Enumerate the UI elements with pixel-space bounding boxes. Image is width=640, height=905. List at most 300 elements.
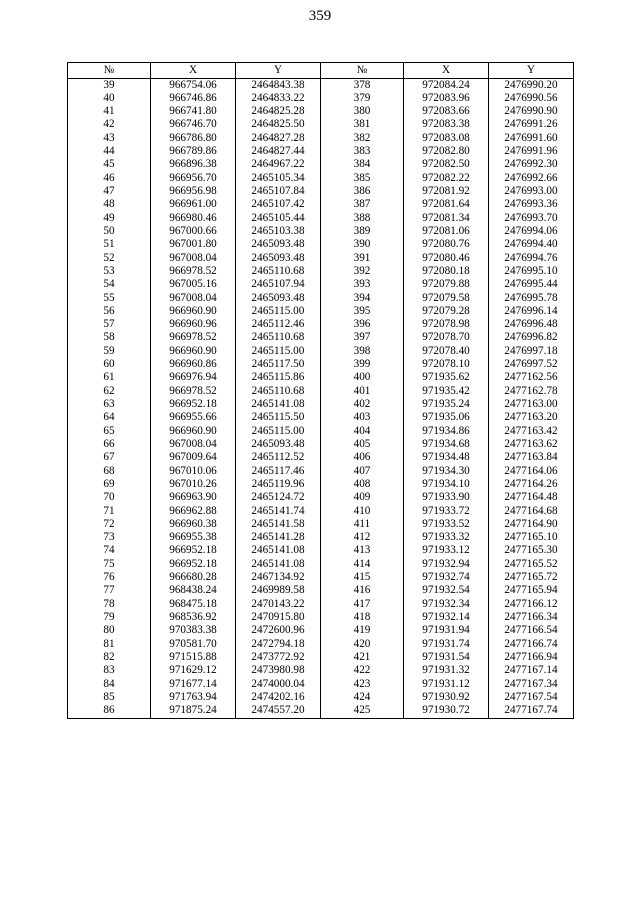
table-row bbox=[68, 92, 574, 105]
x-coordinate-right-cell: 972078.98 bbox=[404, 318, 489, 331]
y-coordinate-left-cell: 2464833.22 bbox=[236, 92, 321, 105]
x-coordinate-left-cell: 971515.88 bbox=[151, 651, 236, 664]
table-row bbox=[68, 678, 574, 691]
point-number-right-cell: 415 bbox=[321, 571, 404, 584]
x-coordinate-left-cell: 967008.04 bbox=[151, 438, 236, 451]
x-coordinate-left-cell: 968475.18 bbox=[151, 598, 236, 611]
table-row bbox=[68, 638, 574, 651]
y-coordinate-left-cell: 2473980.98 bbox=[236, 664, 321, 677]
point-number-right-cell: 419 bbox=[321, 624, 404, 637]
y-coordinate-right-cell: 2477164.06 bbox=[489, 465, 574, 478]
point-number-left-cell: 85 bbox=[68, 691, 151, 704]
x-coordinate-left-cell: 966956.70 bbox=[151, 172, 236, 185]
table-row bbox=[68, 145, 574, 158]
x-coordinate-right-cell: 972083.66 bbox=[404, 105, 489, 118]
x-coordinate-right-cell: 971935.62 bbox=[404, 371, 489, 384]
point-number-left-cell: 57 bbox=[68, 318, 151, 331]
point-number-right-cell: 392 bbox=[321, 265, 404, 278]
table-row bbox=[68, 398, 574, 411]
point-number-right-cell: 390 bbox=[321, 238, 404, 251]
point-number-left-cell: 58 bbox=[68, 331, 151, 344]
x-coordinate-left-cell: 966786.80 bbox=[151, 132, 236, 145]
point-number-left-cell: 60 bbox=[68, 358, 151, 371]
point-number-right-cell: 380 bbox=[321, 105, 404, 118]
x-coordinate-right-cell: 972082.22 bbox=[404, 172, 489, 185]
coordinates-table bbox=[67, 62, 574, 719]
y-coordinate-right-cell: 2477163.00 bbox=[489, 398, 574, 411]
point-number-left-cell: 63 bbox=[68, 398, 151, 411]
x-coordinate-right-cell: 971934.48 bbox=[404, 451, 489, 464]
y-coordinate-right-cell: 2476991.96 bbox=[489, 145, 574, 158]
table-row bbox=[68, 438, 574, 451]
point-number-right-cell: 385 bbox=[321, 172, 404, 185]
y-coordinate-right-cell: 2476994.76 bbox=[489, 252, 574, 265]
table-row bbox=[68, 491, 574, 504]
x-coordinate-right-cell: 972081.64 bbox=[404, 198, 489, 211]
x-coordinate-right-cell: 971930.72 bbox=[404, 704, 489, 718]
y-coordinate-right-cell: 2477164.48 bbox=[489, 491, 574, 504]
y-coordinate-right-cell: 2477164.68 bbox=[489, 505, 574, 518]
point-number-right-cell: 405 bbox=[321, 438, 404, 451]
y-coordinate-right-cell: 2477167.54 bbox=[489, 691, 574, 704]
x-coordinate-right-cell: 972083.96 bbox=[404, 92, 489, 105]
y-coordinate-left-cell: 2465107.84 bbox=[236, 185, 321, 198]
point-number-right-cell: 421 bbox=[321, 651, 404, 664]
point-number-right-cell: 378 bbox=[321, 78, 404, 92]
x-coordinate-left-cell: 971629.12 bbox=[151, 664, 236, 677]
x-coordinate-right-cell: 972079.58 bbox=[404, 292, 489, 305]
point-number-left-cell: 83 bbox=[68, 664, 151, 677]
table-row bbox=[68, 425, 574, 438]
y-coordinate-right-cell: 2476997.52 bbox=[489, 358, 574, 371]
y-coordinate-right-cell: 2477164.26 bbox=[489, 478, 574, 491]
point-number-right-cell: 407 bbox=[321, 465, 404, 478]
point-number-left-cell: 72 bbox=[68, 518, 151, 531]
x-coordinate-right-cell: 971933.12 bbox=[404, 544, 489, 557]
point-number-left-cell: 48 bbox=[68, 198, 151, 211]
x-coordinate-right-cell: 972080.46 bbox=[404, 252, 489, 265]
table-row bbox=[68, 371, 574, 384]
point-number-left-cell: 82 bbox=[68, 651, 151, 664]
header-x-right: X bbox=[404, 63, 489, 79]
point-number-left-cell: 61 bbox=[68, 371, 151, 384]
y-coordinate-right-cell: 2477165.52 bbox=[489, 558, 574, 571]
point-number-right-cell: 391 bbox=[321, 252, 404, 265]
table-row bbox=[68, 598, 574, 611]
point-number-left-cell: 65 bbox=[68, 425, 151, 438]
x-coordinate-left-cell: 966978.52 bbox=[151, 331, 236, 344]
point-number-right-cell: 398 bbox=[321, 345, 404, 358]
x-coordinate-left-cell: 966754.06 bbox=[151, 78, 236, 92]
y-coordinate-left-cell: 2465119.96 bbox=[236, 478, 321, 491]
y-coordinate-left-cell: 2470143.22 bbox=[236, 598, 321, 611]
table-row bbox=[68, 198, 574, 211]
y-coordinate-right-cell: 2476990.90 bbox=[489, 105, 574, 118]
x-coordinate-left-cell: 966976.94 bbox=[151, 371, 236, 384]
x-coordinate-left-cell: 966978.52 bbox=[151, 385, 236, 398]
table-row bbox=[68, 451, 574, 464]
y-coordinate-left-cell: 2474202.16 bbox=[236, 691, 321, 704]
y-coordinate-left-cell: 2464967.22 bbox=[236, 158, 321, 171]
point-number-left-cell: 70 bbox=[68, 491, 151, 504]
y-coordinate-left-cell: 2467134.92 bbox=[236, 571, 321, 584]
table-body bbox=[68, 78, 574, 718]
table-row bbox=[68, 558, 574, 571]
point-number-right-cell: 379 bbox=[321, 92, 404, 105]
point-number-left-cell: 77 bbox=[68, 584, 151, 597]
x-coordinate-right-cell: 971931.32 bbox=[404, 664, 489, 677]
point-number-left-cell: 80 bbox=[68, 624, 151, 637]
point-number-left-cell: 86 bbox=[68, 704, 151, 718]
y-coordinate-left-cell: 2464825.28 bbox=[236, 105, 321, 118]
point-number-left-cell: 84 bbox=[68, 678, 151, 691]
y-coordinate-right-cell: 2477166.94 bbox=[489, 651, 574, 664]
point-number-left-cell: 50 bbox=[68, 225, 151, 238]
y-coordinate-left-cell: 2474000.04 bbox=[236, 678, 321, 691]
point-number-left-cell: 41 bbox=[68, 105, 151, 118]
y-coordinate-left-cell: 2464827.28 bbox=[236, 132, 321, 145]
x-coordinate-right-cell: 971935.06 bbox=[404, 411, 489, 424]
point-number-right-cell: 423 bbox=[321, 678, 404, 691]
y-coordinate-right-cell: 2477164.90 bbox=[489, 518, 574, 531]
point-number-right-cell: 420 bbox=[321, 638, 404, 651]
point-number-left-cell: 75 bbox=[68, 558, 151, 571]
point-number-right-cell: 388 bbox=[321, 212, 404, 225]
point-number-left-cell: 74 bbox=[68, 544, 151, 557]
point-number-right-cell: 412 bbox=[321, 531, 404, 544]
point-number-right-cell: 397 bbox=[321, 331, 404, 344]
header-x-left: X bbox=[151, 63, 236, 79]
point-number-right-cell: 418 bbox=[321, 611, 404, 624]
y-coordinate-right-cell: 2476993.70 bbox=[489, 212, 574, 225]
point-number-left-cell: 66 bbox=[68, 438, 151, 451]
x-coordinate-left-cell: 967009.64 bbox=[151, 451, 236, 464]
x-coordinate-left-cell: 966789.86 bbox=[151, 145, 236, 158]
y-coordinate-left-cell: 2465093.48 bbox=[236, 292, 321, 305]
point-number-left-cell: 44 bbox=[68, 145, 151, 158]
table-row bbox=[68, 531, 574, 544]
table-row bbox=[68, 505, 574, 518]
y-coordinate-left-cell: 2465112.52 bbox=[236, 451, 321, 464]
point-number-right-cell: 417 bbox=[321, 598, 404, 611]
point-number-left-cell: 73 bbox=[68, 531, 151, 544]
y-coordinate-right-cell: 2477165.30 bbox=[489, 544, 574, 557]
table-row bbox=[68, 345, 574, 358]
point-number-left-cell: 52 bbox=[68, 252, 151, 265]
y-coordinate-left-cell: 2465141.08 bbox=[236, 398, 321, 411]
y-coordinate-right-cell: 2476996.48 bbox=[489, 318, 574, 331]
y-coordinate-right-cell: 2476995.78 bbox=[489, 292, 574, 305]
y-coordinate-left-cell: 2465115.00 bbox=[236, 345, 321, 358]
x-coordinate-left-cell: 966741.80 bbox=[151, 105, 236, 118]
table-row bbox=[68, 411, 574, 424]
x-coordinate-right-cell: 971934.86 bbox=[404, 425, 489, 438]
x-coordinate-right-cell: 971931.54 bbox=[404, 651, 489, 664]
x-coordinate-left-cell: 967008.04 bbox=[151, 292, 236, 305]
y-coordinate-right-cell: 2476996.82 bbox=[489, 331, 574, 344]
table-header-row bbox=[68, 63, 574, 79]
y-coordinate-right-cell: 2477163.84 bbox=[489, 451, 574, 464]
x-coordinate-left-cell: 966960.96 bbox=[151, 318, 236, 331]
point-number-right-cell: 402 bbox=[321, 398, 404, 411]
table-row bbox=[68, 225, 574, 238]
y-coordinate-right-cell: 2477165.94 bbox=[489, 584, 574, 597]
point-number-right-cell: 396 bbox=[321, 318, 404, 331]
y-coordinate-left-cell: 2465117.46 bbox=[236, 465, 321, 478]
y-coordinate-right-cell: 2476992.30 bbox=[489, 158, 574, 171]
x-coordinate-right-cell: 971932.94 bbox=[404, 558, 489, 571]
y-coordinate-right-cell: 2476990.20 bbox=[489, 78, 574, 92]
point-number-left-cell: 67 bbox=[68, 451, 151, 464]
page-number: 359 bbox=[308, 8, 332, 24]
table-row bbox=[68, 611, 574, 624]
point-number-left-cell: 81 bbox=[68, 638, 151, 651]
y-coordinate-right-cell: 2477166.34 bbox=[489, 611, 574, 624]
x-coordinate-right-cell: 971934.30 bbox=[404, 465, 489, 478]
y-coordinate-right-cell: 2476993.00 bbox=[489, 185, 574, 198]
x-coordinate-left-cell: 966960.38 bbox=[151, 518, 236, 531]
y-coordinate-left-cell: 2465115.00 bbox=[236, 425, 321, 438]
y-coordinate-left-cell: 2470915.80 bbox=[236, 611, 321, 624]
x-coordinate-left-cell: 966955.38 bbox=[151, 531, 236, 544]
point-number-right-cell: 393 bbox=[321, 278, 404, 291]
table-row bbox=[68, 118, 574, 131]
point-number-right-cell: 387 bbox=[321, 198, 404, 211]
x-coordinate-right-cell: 972078.10 bbox=[404, 358, 489, 371]
x-coordinate-left-cell: 966680.28 bbox=[151, 571, 236, 584]
table-row bbox=[68, 265, 574, 278]
point-number-right-cell: 411 bbox=[321, 518, 404, 531]
point-number-left-cell: 46 bbox=[68, 172, 151, 185]
header-y-left: Y bbox=[236, 63, 321, 79]
point-number-right-cell: 408 bbox=[321, 478, 404, 491]
y-coordinate-right-cell: 2477167.34 bbox=[489, 678, 574, 691]
point-number-left-cell: 39 bbox=[68, 78, 151, 92]
y-coordinate-left-cell: 2465115.00 bbox=[236, 305, 321, 318]
y-coordinate-left-cell: 2465141.28 bbox=[236, 531, 321, 544]
x-coordinate-left-cell: 966955.66 bbox=[151, 411, 236, 424]
table-row bbox=[68, 571, 574, 584]
table-row bbox=[68, 358, 574, 371]
x-coordinate-right-cell: 971932.54 bbox=[404, 584, 489, 597]
x-coordinate-right-cell: 971932.74 bbox=[404, 571, 489, 584]
table-row bbox=[68, 305, 574, 318]
y-coordinate-left-cell: 2472600.96 bbox=[236, 624, 321, 637]
point-number-left-cell: 69 bbox=[68, 478, 151, 491]
y-coordinate-right-cell: 2477163.20 bbox=[489, 411, 574, 424]
point-number-left-cell: 55 bbox=[68, 292, 151, 305]
x-coordinate-right-cell: 972082.80 bbox=[404, 145, 489, 158]
y-coordinate-left-cell: 2465115.86 bbox=[236, 371, 321, 384]
y-coordinate-left-cell: 2465141.08 bbox=[236, 558, 321, 571]
y-coordinate-left-cell: 2465093.48 bbox=[236, 252, 321, 265]
x-coordinate-left-cell: 970581.70 bbox=[151, 638, 236, 651]
x-coordinate-left-cell: 966960.90 bbox=[151, 345, 236, 358]
point-number-left-cell: 62 bbox=[68, 385, 151, 398]
x-coordinate-left-cell: 966960.90 bbox=[151, 305, 236, 318]
point-number-left-cell: 56 bbox=[68, 305, 151, 318]
table-row bbox=[68, 78, 574, 92]
y-coordinate-right-cell: 2476990.56 bbox=[489, 92, 574, 105]
y-coordinate-right-cell: 2476993.36 bbox=[489, 198, 574, 211]
x-coordinate-right-cell: 971931.74 bbox=[404, 638, 489, 651]
y-coordinate-left-cell: 2465141.74 bbox=[236, 505, 321, 518]
point-number-right-cell: 416 bbox=[321, 584, 404, 597]
y-coordinate-left-cell: 2465110.68 bbox=[236, 385, 321, 398]
x-coordinate-left-cell: 966956.98 bbox=[151, 185, 236, 198]
header-y-right: Y bbox=[489, 63, 574, 79]
table-row bbox=[68, 292, 574, 305]
point-number-left-cell: 45 bbox=[68, 158, 151, 171]
x-coordinate-right-cell: 971932.14 bbox=[404, 611, 489, 624]
x-coordinate-right-cell: 971933.52 bbox=[404, 518, 489, 531]
y-coordinate-right-cell: 2477165.72 bbox=[489, 571, 574, 584]
table-row bbox=[68, 318, 574, 331]
table-row bbox=[68, 651, 574, 664]
point-number-right-cell: 395 bbox=[321, 305, 404, 318]
x-coordinate-left-cell: 966746.86 bbox=[151, 92, 236, 105]
x-coordinate-right-cell: 971933.32 bbox=[404, 531, 489, 544]
y-coordinate-left-cell: 2465110.68 bbox=[236, 265, 321, 278]
y-coordinate-left-cell: 2464825.50 bbox=[236, 118, 321, 131]
point-number-right-cell: 425 bbox=[321, 704, 404, 718]
y-coordinate-right-cell: 2477165.10 bbox=[489, 531, 574, 544]
table-row bbox=[68, 624, 574, 637]
x-coordinate-right-cell: 972083.08 bbox=[404, 132, 489, 145]
x-coordinate-right-cell: 972082.50 bbox=[404, 158, 489, 171]
y-coordinate-left-cell: 2464843.38 bbox=[236, 78, 321, 92]
point-number-left-cell: 78 bbox=[68, 598, 151, 611]
table-row bbox=[68, 132, 574, 145]
table-row bbox=[68, 385, 574, 398]
x-coordinate-left-cell: 966960.86 bbox=[151, 358, 236, 371]
y-coordinate-right-cell: 2476995.44 bbox=[489, 278, 574, 291]
y-coordinate-left-cell: 2465110.68 bbox=[236, 331, 321, 344]
y-coordinate-right-cell: 2476991.60 bbox=[489, 132, 574, 145]
table-row bbox=[68, 544, 574, 557]
y-coordinate-right-cell: 2477167.74 bbox=[489, 704, 574, 718]
y-coordinate-right-cell: 2476994.06 bbox=[489, 225, 574, 238]
x-coordinate-left-cell: 968438.24 bbox=[151, 584, 236, 597]
header-number-right: № bbox=[321, 63, 404, 79]
y-coordinate-right-cell: 2476991.26 bbox=[489, 118, 574, 131]
x-coordinate-left-cell: 967001.80 bbox=[151, 238, 236, 251]
x-coordinate-right-cell: 972078.70 bbox=[404, 331, 489, 344]
header-number-left: № bbox=[68, 63, 151, 79]
x-coordinate-left-cell: 970383.38 bbox=[151, 624, 236, 637]
x-coordinate-right-cell: 971931.12 bbox=[404, 678, 489, 691]
point-number-left-cell: 71 bbox=[68, 505, 151, 518]
x-coordinate-right-cell: 971934.10 bbox=[404, 478, 489, 491]
point-number-left-cell: 68 bbox=[68, 465, 151, 478]
table-row bbox=[68, 518, 574, 531]
table-row bbox=[68, 238, 574, 251]
table-row bbox=[68, 278, 574, 291]
x-coordinate-right-cell: 971930.92 bbox=[404, 691, 489, 704]
x-coordinate-right-cell: 972081.06 bbox=[404, 225, 489, 238]
point-number-right-cell: 403 bbox=[321, 411, 404, 424]
point-number-right-cell: 389 bbox=[321, 225, 404, 238]
x-coordinate-right-cell: 971932.34 bbox=[404, 598, 489, 611]
y-coordinate-right-cell: 2477166.12 bbox=[489, 598, 574, 611]
table-row bbox=[68, 704, 574, 718]
table-row bbox=[68, 172, 574, 185]
x-coordinate-right-cell: 971934.68 bbox=[404, 438, 489, 451]
point-number-right-cell: 382 bbox=[321, 132, 404, 145]
point-number-right-cell: 401 bbox=[321, 385, 404, 398]
y-coordinate-right-cell: 2476992.66 bbox=[489, 172, 574, 185]
x-coordinate-left-cell: 966952.18 bbox=[151, 398, 236, 411]
x-coordinate-left-cell: 968536.92 bbox=[151, 611, 236, 624]
point-number-right-cell: 424 bbox=[321, 691, 404, 704]
y-coordinate-left-cell: 2474557.20 bbox=[236, 704, 321, 718]
point-number-right-cell: 413 bbox=[321, 544, 404, 557]
x-coordinate-right-cell: 971933.72 bbox=[404, 505, 489, 518]
point-number-left-cell: 53 bbox=[68, 265, 151, 278]
point-number-left-cell: 47 bbox=[68, 185, 151, 198]
y-coordinate-right-cell: 2477163.62 bbox=[489, 438, 574, 451]
x-coordinate-left-cell: 967010.06 bbox=[151, 465, 236, 478]
y-coordinate-left-cell: 2465103.38 bbox=[236, 225, 321, 238]
x-coordinate-left-cell: 966952.18 bbox=[151, 558, 236, 571]
x-coordinate-left-cell: 967005.16 bbox=[151, 278, 236, 291]
y-coordinate-left-cell: 2465105.34 bbox=[236, 172, 321, 185]
point-number-left-cell: 59 bbox=[68, 345, 151, 358]
point-number-right-cell: 383 bbox=[321, 145, 404, 158]
x-coordinate-right-cell: 972079.28 bbox=[404, 305, 489, 318]
table-row bbox=[68, 185, 574, 198]
y-coordinate-left-cell: 2465105.44 bbox=[236, 212, 321, 225]
table-row bbox=[68, 158, 574, 171]
table-row bbox=[68, 584, 574, 597]
x-coordinate-left-cell: 966963.90 bbox=[151, 491, 236, 504]
point-number-right-cell: 422 bbox=[321, 664, 404, 677]
x-coordinate-right-cell: 972080.18 bbox=[404, 265, 489, 278]
x-coordinate-left-cell: 971677.14 bbox=[151, 678, 236, 691]
y-coordinate-left-cell: 2473772.92 bbox=[236, 651, 321, 664]
point-number-right-cell: 409 bbox=[321, 491, 404, 504]
y-coordinate-right-cell: 2476997.18 bbox=[489, 345, 574, 358]
x-coordinate-left-cell: 967000.66 bbox=[151, 225, 236, 238]
table-row bbox=[68, 105, 574, 118]
point-number-right-cell: 384 bbox=[321, 158, 404, 171]
table-row bbox=[68, 478, 574, 491]
x-coordinate-left-cell: 971763.94 bbox=[151, 691, 236, 704]
x-coordinate-left-cell: 966746.70 bbox=[151, 118, 236, 131]
y-coordinate-left-cell: 2465112.46 bbox=[236, 318, 321, 331]
y-coordinate-left-cell: 2465117.50 bbox=[236, 358, 321, 371]
x-coordinate-right-cell: 971933.90 bbox=[404, 491, 489, 504]
x-coordinate-left-cell: 967010.26 bbox=[151, 478, 236, 491]
point-number-right-cell: 414 bbox=[321, 558, 404, 571]
point-number-left-cell: 43 bbox=[68, 132, 151, 145]
table-row bbox=[68, 691, 574, 704]
table-row bbox=[68, 465, 574, 478]
table-row bbox=[68, 212, 574, 225]
y-coordinate-left-cell: 2465093.48 bbox=[236, 238, 321, 251]
x-coordinate-right-cell: 972081.34 bbox=[404, 212, 489, 225]
y-coordinate-left-cell: 2465115.50 bbox=[236, 411, 321, 424]
y-coordinate-right-cell: 2477162.56 bbox=[489, 371, 574, 384]
point-number-left-cell: 76 bbox=[68, 571, 151, 584]
y-coordinate-right-cell: 2476996.14 bbox=[489, 305, 574, 318]
y-coordinate-left-cell: 2465124.72 bbox=[236, 491, 321, 504]
y-coordinate-left-cell: 2469989.58 bbox=[236, 584, 321, 597]
y-coordinate-left-cell: 2464827.44 bbox=[236, 145, 321, 158]
x-coordinate-right-cell: 972080.76 bbox=[404, 238, 489, 251]
point-number-right-cell: 399 bbox=[321, 358, 404, 371]
table-row bbox=[68, 664, 574, 677]
